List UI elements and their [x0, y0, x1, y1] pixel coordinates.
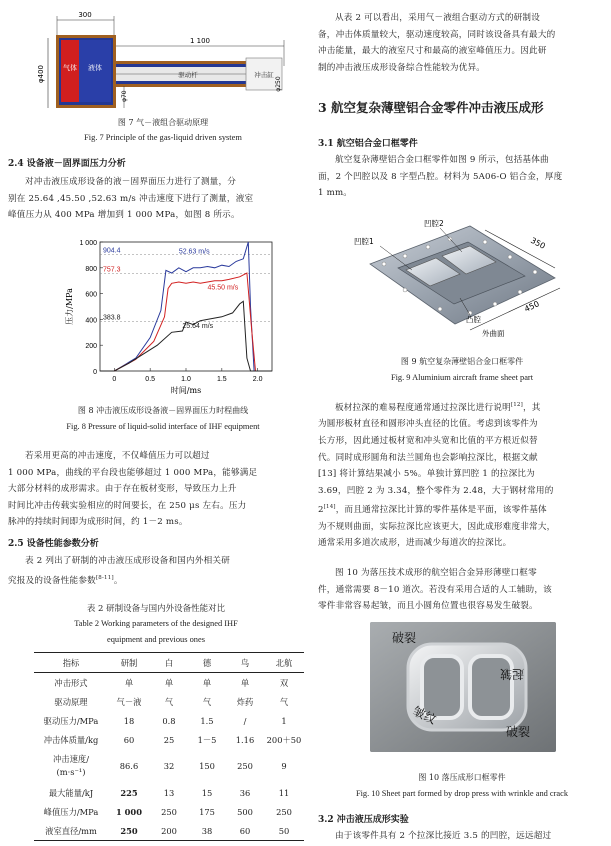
text-line: 为不规则曲面，实际拉深比应该更大，因此成形难度非常大， — [318, 521, 556, 532]
label-gas: 气体 — [63, 64, 77, 72]
x-tick-label: 2.0 — [252, 376, 263, 383]
fig10-photo — [370, 622, 556, 752]
table-cell: 25 — [163, 734, 175, 745]
table-cell: 1.16 — [235, 734, 255, 745]
table-cell: 200＋50 — [266, 734, 302, 745]
text-line: 究报及的设备性能参数 — [8, 575, 96, 586]
fig10-label-crack-1: 破裂 — [392, 631, 417, 645]
text-line: 板材拉深的难易程度通常通过拉深比进行说明 — [335, 402, 511, 413]
table-cell: 9 — [281, 761, 287, 771]
fig10-label-wrinkle-2: 皱纹 — [410, 704, 439, 727]
text-line: 峰值压力从 400 MPa 增加到 1 000 MPa，如图 8 所示。 — [8, 210, 240, 221]
table-row-label: 冲击速度/ (m·s⁻¹) — [53, 754, 89, 777]
text-line: 图 10 为落压技术成形的航空铝合金异形薄壁口框零 — [335, 568, 537, 578]
table2-caption-cn: 表 2 研制设备与国内外设备性能对比 — [86, 604, 226, 614]
table-cell: 13 — [163, 787, 175, 798]
x-tick-label: 1.5 — [216, 376, 227, 383]
table-row-label: 驱动压力/MPa — [43, 715, 99, 726]
table-header: 指标 — [62, 657, 80, 668]
para-after-fig8 — [8, 448, 304, 531]
table-header: 鸟 — [240, 657, 250, 668]
text-line: 对冲击液压成形设备的液－固界面压力进行了测量，分 — [25, 177, 237, 187]
y-tick-label: 600 — [85, 291, 97, 299]
fig9-image — [350, 212, 590, 342]
table-row-label: 峰值压力/MPa — [43, 806, 99, 817]
table-cell: 38 — [201, 825, 213, 836]
x-axis-label: 时间/ms — [170, 386, 202, 395]
text-line: 脉冲的持续时间即为成形时间，约 1－2 ms。 — [8, 517, 188, 528]
table-row — [34, 673, 304, 693]
section-3-heading: 3 航空复杂薄壁铝合金零件冲击液压成形 — [318, 100, 544, 115]
text-line: 面，2 个凹腔以及 8 字型凸腔。材料为 5A06-O 铝合金，厚度 — [318, 171, 563, 182]
table-cell: 双 — [279, 677, 289, 688]
dim-300: 300 — [78, 11, 92, 19]
table-cell: 86.6 — [119, 761, 139, 771]
y-tick-label: 400 — [85, 317, 97, 325]
citation: [8-11] — [95, 574, 114, 581]
table-cell: 0.8 — [162, 715, 176, 726]
table-cell: 气 — [202, 696, 212, 707]
section-3-2-heading: 3.2 冲击液压成形实验 — [318, 815, 409, 825]
table-cell: 175 — [199, 806, 215, 817]
fig8-caption-en: Fig. 8 Pressure of liquid-solid interface of IHF equipment — [66, 422, 260, 431]
para-fig10-intro — [318, 565, 606, 615]
text-line: 制的冲击液压成形设备综合性能较为优异。 — [318, 62, 486, 73]
fig8-caption-cn: 图 8 冲击液压成形设备液－固界面压力时程曲线 — [77, 406, 249, 415]
table-cell: 150 — [199, 761, 215, 771]
table-cell: 15 — [201, 787, 213, 798]
section-2-4-heading: 2.4 设备液－固界面压力分析 — [8, 159, 126, 169]
section-3-1-heading: 3.1 航空铝合金口框零件 — [318, 139, 418, 149]
para-after-fig9 — [318, 397, 606, 552]
table-cell: 单 — [202, 677, 212, 688]
table-cell: 36 — [239, 787, 251, 798]
text-line: 零件非常容易起皱，而且小圆角位置也很容易发生破裂。 — [318, 601, 538, 612]
table-cell: 225 — [120, 787, 138, 798]
table-cell: 气 — [279, 696, 289, 707]
text-line: 2 — [318, 505, 324, 516]
fig10-caption-cn: 图 10 落压成形口框零件 — [418, 773, 506, 782]
series-label: 45.50 m/s — [207, 284, 239, 292]
text-line: 从表 2 可以看出，采用气－液组合驱动方式的研制设 — [335, 13, 540, 23]
text-line: 3.69，凹腔 2 为 3.34，整个零件为 2.48，大于钢材常用的 — [318, 485, 554, 496]
dim-1100: 1 100 — [189, 37, 211, 45]
label-liquid: 液体 — [88, 64, 102, 72]
fig9-dim-350: 350 — [529, 235, 547, 251]
text-line: 备，冲击体质量较大，驱动速度较高，同时该设备具有最大的 — [318, 29, 556, 40]
fig10-caption-en: Fig. 10 Sheet part formed by drop press with wrinkle and crack — [355, 789, 569, 798]
text-line: [13] 将计算结果减小 5%。单独计算凹腔 1 的拉深比为 — [318, 469, 535, 480]
series-label: 25.64 m/s — [182, 322, 214, 330]
table-cell: 单 — [124, 677, 134, 688]
fig10-label-wrinkle-1: 起皱 — [499, 667, 524, 681]
table-cell: 炸药 — [236, 696, 254, 707]
citation: [12] — [510, 402, 523, 408]
table-row — [34, 692, 304, 711]
section-3-1-para — [318, 152, 606, 202]
text-line: 航空复杂薄壁铝合金口框零件如图 9 所示，包括基体曲 — [335, 155, 549, 165]
y-tick-label: 800 — [85, 265, 97, 273]
x-tick-label: 1.0 — [181, 376, 191, 383]
table-cell: 200 — [161, 825, 177, 836]
y-tick-label: 200 — [85, 343, 97, 351]
section-2-4-para — [8, 174, 304, 224]
table-row — [34, 821, 304, 840]
table-cell: 250 — [161, 806, 177, 817]
table-cell: 气－液 — [116, 696, 142, 707]
table-cell: 11 — [278, 787, 290, 798]
table2-caption-en-1: Table 2 Working parameters of the designed IHF — [74, 619, 238, 628]
table-row-label: 驱动原理 — [54, 696, 88, 707]
table-header: 白 — [164, 657, 174, 668]
fig9-label-surface: 外曲面 — [482, 329, 505, 338]
text-line: 代。同时成形圆角和法兰圆角也会影响拉深比，根据文献 — [318, 452, 538, 463]
right-intro-para — [318, 10, 606, 76]
table-row-label: 液室直径/mm — [45, 825, 97, 836]
reference-label: 757.3 — [103, 266, 121, 274]
table2 — [34, 652, 304, 841]
y-axis-label: 压力/MPa — [65, 288, 74, 325]
text-line: 长方形，因此通过板材宽和冲头宽和比值的平方根近似替 — [318, 436, 538, 447]
label-rod: 驱动杆 — [178, 71, 198, 79]
text-line: 大部分材料的成形需求。由于存在板材变形，导致压力上升 — [8, 484, 237, 495]
text-line: 表 2 列出了研制的冲击液压成形设备和国内外相关研 — [25, 556, 230, 566]
section-2-5-para: 表 2 列出了研制的冲击液压成形设备和国内外相关研 究报及的设备性能参数[8-11]。 — [8, 553, 304, 589]
section-2-5-heading: 2.5 设备性能参数分析 — [8, 539, 99, 549]
table-cell: 50 — [278, 825, 290, 836]
table-row — [34, 749, 304, 783]
table-row — [34, 711, 304, 730]
table-header: 北航 — [275, 657, 293, 668]
table-cell: 60 — [123, 734, 135, 745]
table-cell: 1 000 — [116, 806, 142, 817]
table-cell: 1.5 — [200, 715, 214, 726]
table-cell: 1－5 — [197, 734, 217, 745]
series-line — [100, 301, 272, 371]
table-cell: 60 — [239, 825, 251, 836]
reference-label: 904.4 — [103, 247, 121, 255]
text-line: 为圆形板材直径和圆形冲头直径的比值。考虑到该零件为 — [318, 419, 538, 430]
fig10-label-crack-2: 破裂 — [506, 725, 531, 739]
dim-phi400: φ400 — [37, 65, 45, 83]
text-line: 若采用更高的冲击速度，不仅峰值压力可以超过 — [25, 451, 210, 461]
fig9-label-cavity1: 凹腔1 — [354, 237, 374, 246]
table-row — [34, 802, 304, 821]
fig7-caption-en: Fig. 7 Principle of the gas-liquid driven system — [84, 133, 242, 142]
dim-phi70: φ70 — [121, 90, 128, 102]
x-tick-label: 0 — [112, 376, 117, 383]
table-row — [34, 730, 304, 749]
fig9-caption-cn: 图 9 航空复杂薄壁铝合金口框零件 — [400, 357, 524, 366]
table-cell: 单 — [240, 677, 250, 688]
table2-caption-en-2: equipment and previous ones — [107, 635, 205, 644]
table-header-row — [34, 653, 304, 673]
fig9-label-cavity2: 凹腔2 — [424, 219, 444, 228]
citation: [14] — [323, 504, 336, 511]
table-cell: 单 — [164, 677, 174, 688]
table-header: 研制 — [120, 657, 138, 668]
table-cell: 气 — [164, 696, 174, 707]
dim-phi250: φ250 — [275, 76, 282, 92]
table-cell: 500 — [237, 806, 253, 817]
text-line: ，而且通常拉深比计算的零件基体是平面，该零件基体 — [335, 505, 547, 516]
table-cell: 18 — [123, 715, 135, 726]
table-cell: / — [243, 715, 247, 726]
table-header: 德 — [202, 657, 212, 668]
text-line: 通常采用多道次成形，进而减少每道次的拉深比。 — [318, 538, 512, 549]
fig9-label-boss: 凸腔 — [466, 315, 481, 324]
section-3-2-para: 由于该零件具有 2 个拉深比接近 3.5 的凹腔，远远超过 — [335, 831, 552, 841]
series-label: 52.63 m/s — [178, 248, 210, 256]
text-line: ，其 — [522, 402, 541, 413]
x-tick-label: 0.5 — [145, 376, 156, 383]
text-line: 冲击能量，最大的液室尺寸和最高的液室峰值压力。因此研 — [318, 46, 547, 57]
table-cell: 250 — [237, 761, 253, 771]
fig9-dim-450: 450 — [523, 299, 541, 314]
text-line: 件，通常需要 8－10 道次。若没有采用合适的人工辅助，该 — [318, 584, 552, 595]
text-line: 时间比冲击传载实验相应的时间要长，在 250 μs 左右。压力 — [8, 500, 247, 511]
y-tick-label: 1 000 — [79, 240, 97, 247]
fig7-caption-cn: 图 7 气－液组合驱动原理 — [117, 118, 209, 127]
table-row-label: 冲击形式 — [54, 677, 88, 688]
table-row-label: 冲击体质量/kg — [43, 734, 99, 745]
table-cell: 32 — [163, 761, 175, 771]
table-cell: 1 — [281, 715, 287, 726]
text-line: 1 mm。 — [318, 188, 353, 199]
table-row-label: 最大能量/kJ — [48, 787, 94, 798]
reference-label: 383.8 — [103, 314, 121, 322]
fig9-caption-en: Fig. 9 Aluminium aircraft frame sheet part — [390, 373, 534, 382]
text-line: 别在 25.64 ,45.50 ,52.63 m/s 冲击速度下进行了测量，液室 — [8, 193, 254, 204]
label-cylinder: 冲击缸 — [254, 71, 274, 79]
y-tick-label: 0 — [93, 369, 97, 376]
table-cell: 250 — [120, 825, 138, 836]
text-line: 1 000 MPa，曲线的平台段也能够超过 1 000 MPa，能够满足 — [8, 467, 258, 478]
table-row — [34, 783, 304, 802]
table-cell: 250 — [276, 806, 292, 817]
fig7-diagram — [28, 4, 286, 112]
fig8-chart — [60, 236, 280, 396]
